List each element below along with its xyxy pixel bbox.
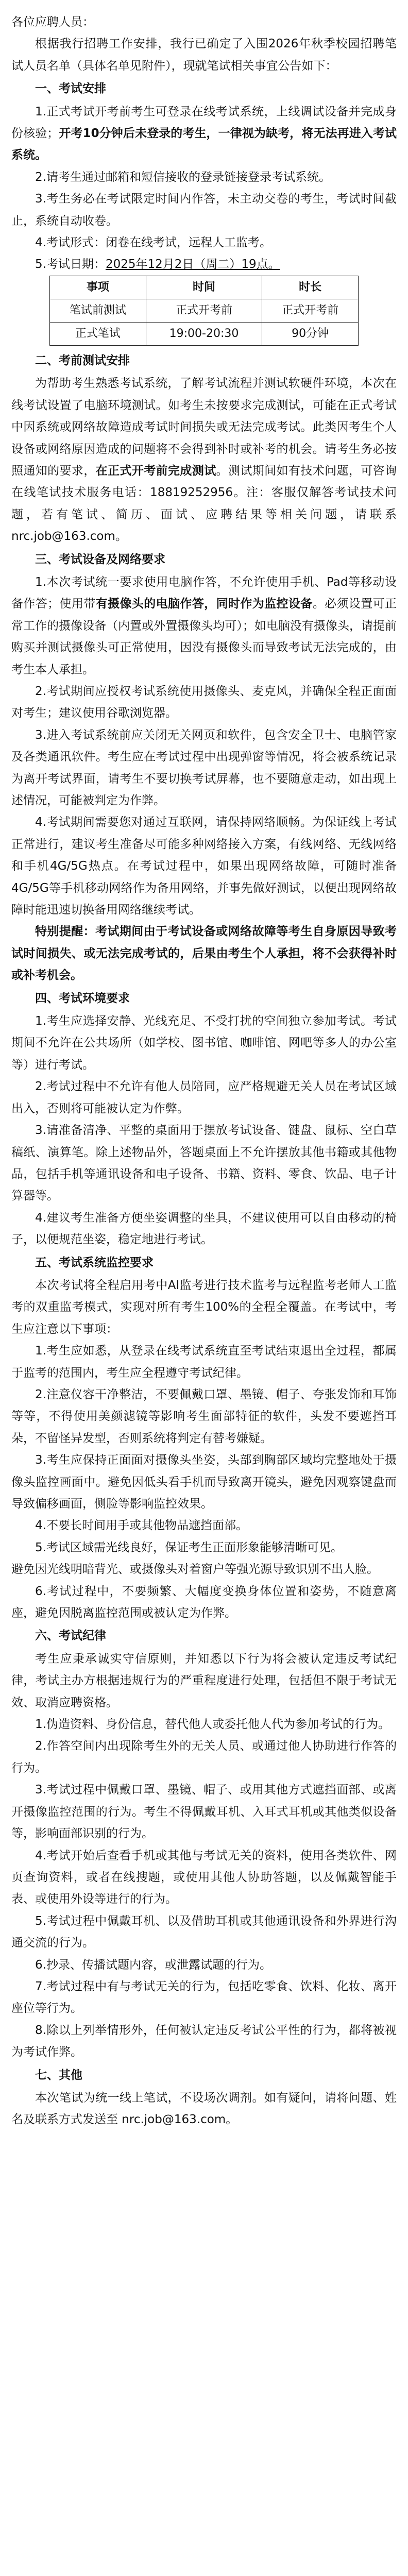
- table-cell: 正式开考前: [146, 299, 262, 322]
- s1-item-5: [11, 253, 397, 275]
- s6-intro: 考生应秉承诚实守信原则，并知悉以下行为将会被认定违反考试纪律，考试主办方根据违规行为的严重程度进行处理，包括但不限于考试无效、取消应聘资格。: [11, 1652, 397, 1709]
- s2-bold: 在正式开考前完成测试: [95, 464, 216, 478]
- s3-item-1-bold: 有摄像头的电脑作答，同时作为监控设备: [95, 597, 313, 611]
- section-title-discipline: 六、考试纪律: [35, 1629, 106, 1643]
- intro-paragraph: 根据我行招聘工作安排，我行已确定了入围2026年秋季校园招聘笔试人员名单（具体名单见附件），现就笔试相关事宜公告如下：: [11, 37, 397, 73]
- greeting: 各位应聘人员：: [11, 15, 94, 29]
- s1-item-1: [11, 101, 397, 166]
- s6-item-5: 5.考试过程中佩戴耳机、以及借助耳机或其他通讯设备和外界进行沟通交流的行为。: [11, 1914, 397, 1950]
- s5-item-5: 5.考试区域需光线良好，保证考生正面形象能够清晰可见。: [35, 1540, 343, 1554]
- s1-item-2: 2.请考生通过邮箱和短信接收的登录链接登录考试系统。: [35, 170, 331, 184]
- s6-item-6: 6.抄录、传播试题内容，或泄露试题的行为。: [35, 1958, 271, 1972]
- s6-item-4: 4.考试开始后查看手机或其他与考试无关的资料，使用各类软件、网页查询资料，或者在线搜题，或使用其他人协助答题，以及佩戴智能手表、或使用外设等进行的行为。: [11, 1849, 397, 1906]
- s7-paragraph: 本次笔试为统一线上笔试，不设场次调剂。如有疑问，请将问题、姓名及联系方式发送至 nrc.job@163.com。: [11, 2091, 397, 2127]
- s3-special-reminder: 特别提醒：考试期间由于考试设备或网络故障等考生自身原因导致考试时间损失、或无法完成考试的，后果由考生个人承担，将不会获得补时或补考机会。: [11, 925, 397, 982]
- table-cell: 19:00-20:30: [146, 322, 262, 345]
- s6-item-7: 7.考试过程中有与考试无关的行为，包括吃零食、饮料、化妆、离开座位等行为。: [11, 1979, 397, 2015]
- s5-item-2: 2.注意仪容干净整洁，不要佩戴口罩、墨镜、帽子、夸张发饰和耳饰等等，不得使用美颜滤镜等影响考生面部特征的软件，头发不要遮挡耳朵，不留怪异发型，否则系统将判定有替考嫌疑。: [11, 1387, 397, 1445]
- s4-item-2: 2.考试过程中不允许有他人员陪同，应严格规避无关人员在考试区域出入，否则将可能被认定为作弊。: [11, 1080, 397, 1115]
- section-title-environment: 四、考试环境要求: [35, 991, 130, 1005]
- s4-item-1: 1.考生应选择安静、光线充足、不受打扰的空间独立参加考试。考试期间不允许在公共场所（如学校、图书馆、咖啡馆、网吧等多人的办公室等）进行考试。: [11, 1014, 397, 1072]
- s3-item-2: 2.考试期间应授权考试系统使用摄像头、麦克风，并确保全程正面面对考生；建议使用谷歌浏览器。: [11, 684, 397, 720]
- section-title-exam-arrangement: 一、考试安排: [35, 82, 106, 96]
- s1-item-3: 3.考生务必在考试限定时间内作答，未主动交卷的考生，考试时间截止，系统自动收卷。: [11, 192, 397, 228]
- section-title-other: 七、其他: [35, 2068, 82, 2082]
- section-title-pre-test: 二、考前测试安排: [35, 353, 130, 367]
- s4-item-3: 3.请准备清净、平整的桌面用于摆放考试设备、键盘、鼠标、空白草稿纸、演算笔。除上述物品外，答题桌面上不允许摆放其他书籍或其他物品，包括手机等通讯设备和电子设备、书籍、资料、零食、饮品、电子计算器等。: [11, 1124, 397, 1203]
- table-row: [50, 322, 359, 345]
- s5-item-5-continued: 避免因光线明暗背光、或摄像头对着窗户等强光源导致识别不出人脸。: [11, 1563, 379, 1577]
- table-cell: 笔试前测试: [50, 299, 146, 322]
- s3-item-1-text: 1.本次考试统一要求使用电脑作答，不允许使用手机、Pad等移动设备作答；使用带: [11, 575, 397, 611]
- s3-item-1-post: 。必须设置可正常工作的摄像设备（内置或外置摄像头均可）；如电脑没有摄像头，请提前购买并测试摄像头可正常使用，因没有摄像头而导致考试无法完成的，由考生本人承担。: [11, 597, 397, 676]
- s5-item-4: 4.不要长时间用手或其他物品遮挡面部。: [35, 1519, 248, 1533]
- header-cell: 事项: [50, 276, 146, 299]
- s6-item-1: 1.伪造资料、身份信息，替代他人或委托他人代为参加考试的行为。: [35, 1718, 390, 1732]
- s6-item-3: 3.考试过程中佩戴口罩、墨镜、帽子、或用其他方式遮挡面部、或离开摄像监控范围的行为。考生不得佩戴耳机、入耳式耳机或其他类似设备等，影响面部识别的行为。: [11, 1783, 397, 1841]
- header-cell: 时长: [262, 276, 359, 299]
- section-title-monitoring: 五、考试系统监控要求: [35, 1256, 154, 1269]
- s5-item-1: 1.考生应如悉，从登录在线考试系统直至考试结束退出全过程，都属于监考的范围内，考生应全程遵守考试纪律。: [11, 1344, 397, 1380]
- s2-text-post: 。测试期间如有技术问题，可咨询在线笔试技术服务电话：18819252956。注：客服仅解答考试技术问题，若有笔试、简历、面试、应聘结果等相关问题，请联系 nrc.job@163.com。: [11, 464, 397, 544]
- header-cell: 时间: [146, 276, 262, 299]
- schedule-table: [49, 276, 359, 346]
- s5-intro: 本次考试将全程启用考中AI监考进行技术监考与远程监考老师人工监考的双重监考模式，实现对所有考生100%的全程全覆盖。在考试中，考生应注意以下事项：: [11, 1278, 397, 1336]
- table-cell: 90分钟: [262, 322, 359, 345]
- s2-paragraph: [11, 372, 397, 547]
- schedule-table-header: [50, 276, 359, 299]
- s1-item-4: 4.考试形式：闭卷在线考试，远程人工监考。: [35, 236, 271, 250]
- section-title-device-network: 三、考试设备及网络要求: [35, 552, 165, 566]
- s1-item-1-text: 1.正式考试开考前考生可登录在线考试系统，上线调试设备并完成身份核验；: [11, 105, 397, 141]
- s5-item-6: 6.考试过程中，不要频繁、大幅度变换身体位置和姿势，不随意离座，避免因脱离监控范围或被认定为作弊。: [11, 1584, 397, 1620]
- table-row: [50, 299, 359, 322]
- exam-date-label: 5.考试日期：: [35, 258, 106, 272]
- s2-text: 为帮助考生熟悉考试系统，了解考试流程并测试软硬件环境，本次在线考试设置了电脑环境测试。如考生未按要求完成测试，可能在正式考试中因系统或网络故障造成考试时间损失或无法完成考试。此类因考生个人设备或网络原因造成的问题将不会得到补时或补考的机会。请考生务必按照通知的要求，: [11, 377, 397, 478]
- s4-item-4: 4.建议考生准备方便坐姿调整的坐具，不建议使用可以自由移动的椅子，以便规范坐姿，稳定地进行考试。: [11, 1211, 397, 1247]
- s6-item-2: 2.作答空间内出现除考生外的无关人员、或通过他人协助进行作答的行为。: [11, 1739, 397, 1775]
- s6-item-8: 8.除以上列举情形外，任何被认定违反考试公平性的行为，都将被视为考试作弊。: [11, 2023, 397, 2059]
- table-cell: 正式笔试: [50, 322, 146, 345]
- s3-item-4: 4.考试期间需要您对通过互联网，请保持网络顺畅。为保证线上考试正常进行，建议考生准备尽可能多种网络接入方案，有线网络、无线网络和手机4G/5G热点。在考试过程中，如果出现网络故障，可随时准备4G/5G等手机移动网络作为备用网络，并事先做好测试，以便出现网络故障时能迅速切换备用网络继续考试。: [11, 816, 397, 917]
- table-cell: 正式开考前: [262, 299, 359, 322]
- s3-item-1: [11, 571, 397, 681]
- s1-item-1-bold: 开考10分钟后未登录的考生，一律视为缺考，将无法再进入考试系统。: [11, 127, 397, 162]
- s5-item-3: 3.考生应保持正面面对摄像头坐姿，头部到胸部区域均完整地处于摄像头监控画面中。避免因低头看手机而导致离开镜头，避免因观察键盘而导致偏移画面，侧脸等影响监控效果。: [11, 1453, 397, 1511]
- exam-date-value: 2025年12月2日（周二）19点。: [105, 258, 280, 272]
- s3-item-3: 3.进入考试系统前应关闭无关网页和软件，包含安全卫士、电脑管家及各类通讯软件。考生应在考试过程中出现弹窗等情况，将会被系统记录为离开考试界面，请考生不要切换考试屏幕，也不要随意走动，如出现上述情况，可能被判定为作弊。: [11, 728, 397, 807]
